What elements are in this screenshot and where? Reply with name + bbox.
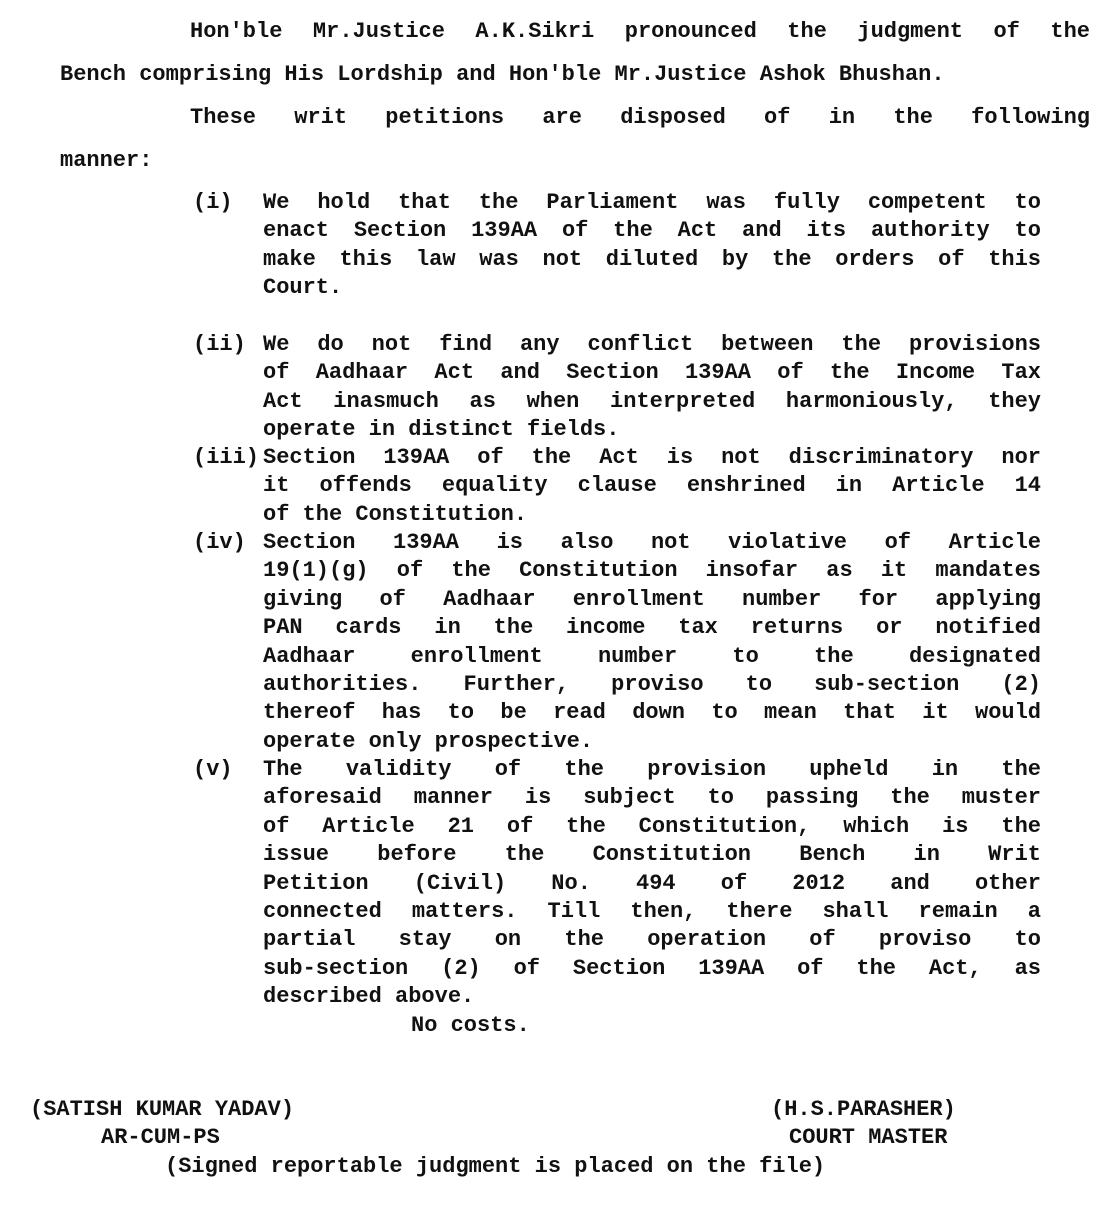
no-costs-line: No costs.	[411, 1013, 530, 1038]
list-item-label: (i)	[193, 190, 233, 215]
list-item-label: (v)	[193, 757, 233, 782]
list-item-line: Court.	[263, 275, 343, 301]
list-item-line: Aadhaar enrollment number to the designated	[263, 643, 1041, 669]
list-item-body	[263, 444, 1041, 529]
list-item-line: described above.	[263, 984, 475, 1010]
list-item-label: (iii)	[193, 445, 260, 470]
list-item-line: 19(1)(g) of the Constitution insofar as it mandates	[263, 558, 1041, 584]
list-item-line: authorities. Further, proviso to sub-section (2)	[263, 671, 1041, 697]
list-item-line: it offends equality clause enshrined in Article 14	[263, 473, 1041, 499]
footer-note: (Signed reportable judgment is placed on the file)	[165, 1154, 826, 1179]
intro-line-2: Bench comprising His Lordship and Hon'ble Mr.Justice Ashok Bhushan.	[60, 62, 945, 87]
right-signatory-title: COURT MASTER	[789, 1125, 948, 1150]
list-item-line: make this law was not diluted by the orders of this	[263, 246, 1041, 272]
list-item-label: (iv)	[193, 530, 246, 555]
list-item-line: partial stay on the operation of proviso to	[263, 927, 1041, 953]
list-item-line: issue before the Constitution Bench in Writ	[263, 842, 1041, 868]
list-item-line: connected matters. Till then, there shall remain a	[263, 898, 1041, 924]
intro-line-1: Hon'ble Mr.Justice A.K.Sikri pronounced the judgment of the	[190, 19, 1090, 44]
list-item-line: We do not find any conflict between the provisions	[263, 332, 1041, 357]
right-signatory-name: (H.S.PARASHER)	[771, 1097, 956, 1122]
list-item-line: We hold that the Parliament was fully competent to	[263, 190, 1041, 215]
list-item-body	[263, 189, 1041, 303]
list-item-line: Petition (Civil) No. 494 of 2012 and other	[263, 870, 1041, 896]
left-signatory-title: AR-CUM-PS	[101, 1125, 220, 1150]
list-item-line: operate in distinct fields.	[263, 417, 620, 443]
list-item-body	[263, 529, 1041, 756]
list-item-line: enact Section 139AA of the Act and its authority to	[263, 218, 1041, 244]
list-item-line: of Aadhaar Act and Section 139AA of the Income Tax	[263, 360, 1041, 386]
list-item-body	[263, 331, 1041, 445]
list-item-line: giving of Aadhaar enrollment number for applying	[263, 586, 1041, 612]
list-item-line: operate only prospective.	[263, 728, 594, 754]
list-item-line: The validity of the provision upheld in the	[263, 757, 1041, 782]
list-item-line: Act inasmuch as when interpreted harmoniously, they	[263, 388, 1041, 414]
list-item-label: (ii)	[193, 332, 246, 357]
list-item-line: of Article 21 of the Constitution, which is the	[263, 813, 1041, 839]
intro-line-3: These writ petitions are disposed of in the following	[190, 105, 1090, 130]
list-item-line: Section 139AA of the Act is not discriminatory nor	[263, 445, 1041, 470]
list-item-body	[263, 756, 1041, 1012]
list-item-line: Section 139AA is also not violative of Article	[263, 530, 1041, 555]
list-item-line: PAN cards in the income tax returns or notified	[263, 615, 1041, 641]
list-item-line: of the Constitution.	[263, 501, 528, 527]
list-item-line: aforesaid manner is subject to passing the muster	[263, 785, 1041, 811]
list-item-line: thereof has to be read down to mean that it would	[263, 700, 1041, 726]
list-item-line: sub-section (2) of Section 139AA of the Act, as	[263, 955, 1041, 981]
left-signatory-name: (SATISH KUMAR YADAV)	[30, 1097, 295, 1122]
intro-line-4: manner:	[60, 148, 153, 173]
